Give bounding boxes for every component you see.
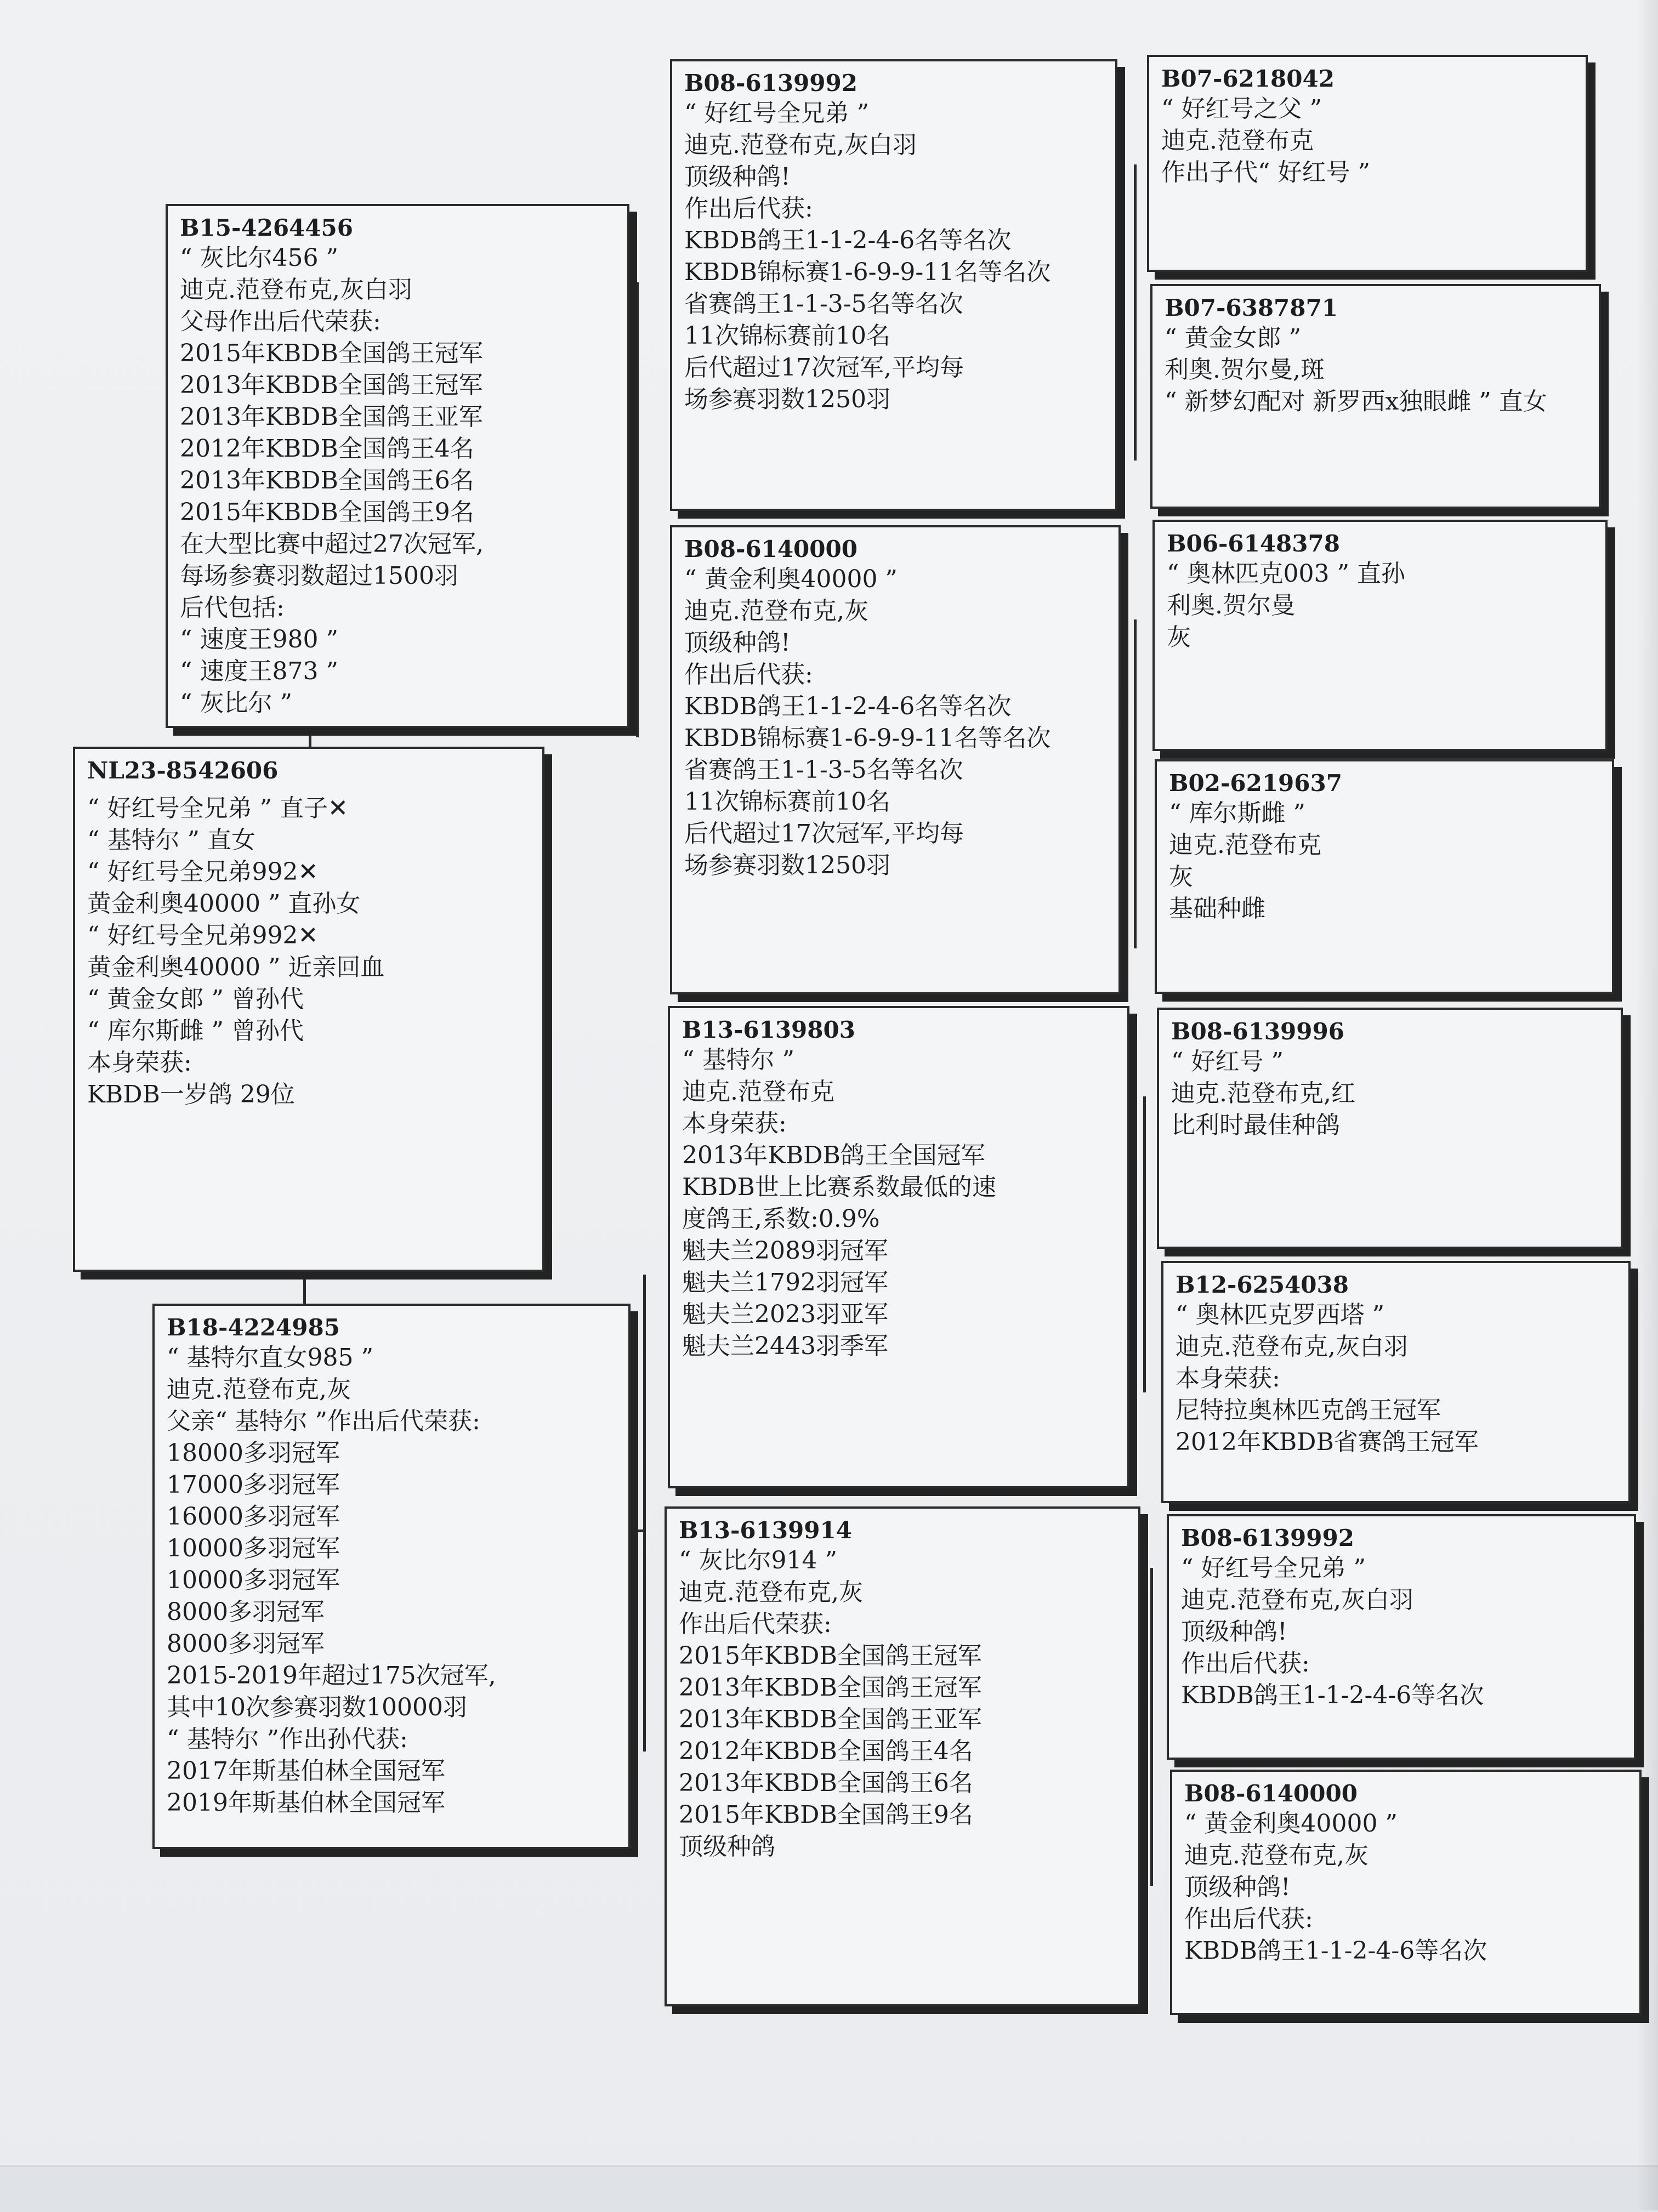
subject-line: “ 库尔斯雌 ” 曾孙代 <box>87 1017 304 1045</box>
great-grandparent-line: 作出后代获: <box>1184 1905 1313 1933</box>
great-grandparent-ring-number: B08-6140000 <box>1184 1780 1358 1807</box>
subject-line: “ 黄金女郎 ” 曾孙代 <box>87 985 304 1013</box>
sire-card <box>166 204 629 728</box>
great-grandparent-line: “ 好红号之父 ” <box>1161 95 1322 123</box>
grandparent-line: KBDB鸽王1-1-2-4-6名等名次 <box>684 226 1012 254</box>
great-grandparent-ring-number: B12-6254038 <box>1176 1271 1349 1298</box>
great-grandparent-line: “ 奥林匹克003 ” 直孙 <box>1167 560 1405 588</box>
dam-line: 2015-2019年超过175次冠军, <box>167 1662 496 1690</box>
dam-line: 16000多羽冠军 <box>167 1503 340 1531</box>
connector-dam-stub <box>631 1529 646 1532</box>
sire-line: 迪克.范登布克,灰白羽 <box>180 276 412 304</box>
grandparent-line: 顶级种鸽 <box>679 1833 775 1861</box>
grandparent-line: 省赛鸽王1-1-3-5名等名次 <box>684 290 963 318</box>
connector-gp1-bracket <box>1134 164 1137 460</box>
dam-line: 父亲“ 基特尔 ”作出后代荣获: <box>167 1407 480 1435</box>
dam-line: “ 基特尔 ”作出孙代获: <box>167 1725 408 1753</box>
great-grandparent-line: 基础种雌 <box>1169 895 1265 923</box>
great-grandparent-card-2 <box>1150 284 1601 509</box>
connector-sire-stub <box>629 507 639 510</box>
great-grandparent-ring-number: B02-6219637 <box>1169 770 1342 797</box>
grandparent-line: 2013年KBDB全国鸽王6名 <box>679 1769 973 1797</box>
great-grandparent-line: 迪克.范登布克 <box>1169 831 1321 859</box>
great-grandparent-card-7 <box>1167 1514 1636 1760</box>
grandparent-line: 魁夫兰1792羽冠军 <box>682 1269 888 1297</box>
great-grandparent-line: 尼特拉奥林匹克鸽王冠军 <box>1176 1396 1441 1424</box>
subject-line: 本身荣获: <box>87 1049 192 1077</box>
grandparent-line: 迪克.范登布克,灰 <box>684 597 868 625</box>
grandparent-line: 2013年KBDB全国鸽王冠军 <box>679 1674 982 1702</box>
grandparent-line: KBDB世上比赛系数最低的速 <box>682 1173 996 1201</box>
dam-line: 迪克.范登布克,灰 <box>167 1375 351 1403</box>
dam-line: “ 基特尔直女985 ” <box>167 1344 373 1372</box>
subject-line: 黄金利奥40000 ” 直孙女 <box>87 890 361 918</box>
grandparent-line: KBDB锦标赛1-6-9-9-11名等名次 <box>684 724 1051 752</box>
grandparent-line: 后代超过17次冠军,平均每 <box>684 354 964 382</box>
great-grandparent-line: “ 新梦幻配对 新罗西x独眼雌 ” 直女 <box>1165 388 1547 416</box>
great-grandparent-ring-number: B07-6387871 <box>1165 294 1338 321</box>
dam-line: 8000多羽冠军 <box>167 1598 325 1626</box>
great-grandparent-line: 迪克.范登布克,红 <box>1171 1079 1355 1107</box>
dam-line: 10000多羽冠军 <box>167 1566 340 1594</box>
great-grandparent-line: 迪克.范登布克,灰白羽 <box>1181 1586 1413 1614</box>
grandparent-line: 作出后代获: <box>684 661 813 689</box>
grandparent-line: 作出后代荣获: <box>679 1610 832 1638</box>
great-grandparent-ring-number: B07-6218042 <box>1161 65 1335 92</box>
sire-line: “ 速度王980 ” <box>180 625 338 653</box>
grandparent-line: 迪克.范登布克,灰白羽 <box>684 131 917 159</box>
grandparent-line: 2013年KBDB全国鸽王亚军 <box>679 1705 982 1733</box>
dam-ring-number: B18-4224985 <box>167 1314 340 1341</box>
great-grandparent-card-5 <box>1157 1008 1623 1249</box>
great-grandparent-card-8 <box>1170 1770 1642 2015</box>
great-grandparent-line: KBDB鸽王1-1-2-4-6等名次 <box>1181 1681 1484 1709</box>
grandparent-line: KBDB鸽王1-1-2-4-6名等名次 <box>684 692 1012 720</box>
great-grandparent-line: 灰 <box>1169 863 1193 891</box>
sire-line: “ 灰比尔 ” <box>180 689 292 717</box>
subject-card <box>73 747 544 1272</box>
dam-line: 2017年斯基伯林全国冠军 <box>167 1757 445 1785</box>
grandparent-line: 作出后代获: <box>684 195 813 223</box>
grandparent-line: 顶级种鸽! <box>684 629 791 657</box>
great-grandparent-line: 顶级种鸽! <box>1184 1873 1291 1901</box>
great-grandparent-card-4 <box>1155 759 1614 994</box>
dam-line: 18000多羽冠军 <box>167 1439 340 1467</box>
great-grandparent-ring-number: B08-6139992 <box>1181 1525 1354 1551</box>
grandparent-line: 2012年KBDB全国鸽王4名 <box>679 1737 973 1765</box>
great-grandparent-line: 顶级种鸽! <box>1181 1618 1287 1646</box>
sire-line: “ 速度王873 ” <box>180 657 338 685</box>
connector-gp4-bracket <box>1150 1568 1153 1886</box>
grandparent-line: 迪克.范登布克,灰 <box>679 1578 863 1606</box>
grandparent-card-3 <box>668 1006 1129 1488</box>
great-grandparent-line: 利奥.贺尔曼 <box>1167 592 1295 619</box>
sire-ring-number: B15-4264456 <box>180 214 353 241</box>
great-grandparent-line: KBDB鸽王1-1-2-4-6等名次 <box>1184 1937 1487 1965</box>
great-grandparent-line: 灰 <box>1167 623 1191 651</box>
subject-line: 黄金利奥40000 ” 近亲回血 <box>87 953 385 981</box>
sire-line: 2012年KBDB全国鸽王4名 <box>180 435 474 463</box>
subject-line: “ 好红号全兄弟992✕ <box>87 922 319 949</box>
connector-gp2-bracket <box>1134 619 1137 948</box>
grandparent-line: 2013年KBDB鸽王全国冠军 <box>682 1141 985 1169</box>
grandparent-line: 魁夫兰2023羽亚军 <box>682 1300 888 1328</box>
sire-line: 2013年KBDB全国鸽王冠军 <box>180 371 483 399</box>
grandparent-line: 场参赛羽数1250羽 <box>684 851 890 879</box>
great-grandparent-line: 迪克.范登布克,灰 <box>1184 1841 1369 1869</box>
grandparent-line: “ 基特尔 ” <box>682 1046 794 1074</box>
grandparent-line: 省赛鸽王1-1-3-5名等名次 <box>684 756 963 784</box>
sire-line: 后代包括: <box>180 594 285 622</box>
grandparent-line: “ 灰比尔914 ” <box>679 1546 837 1574</box>
paper-edge <box>0 2165 1658 2212</box>
dam-line: 17000多羽冠军 <box>167 1471 340 1499</box>
grandparent-line: 度鸽王,系数:0.9% <box>682 1205 880 1233</box>
dam-line: 2019年斯基伯林全国冠军 <box>167 1789 445 1817</box>
grandparent-line: 魁夫兰2443羽季军 <box>682 1332 888 1360</box>
dam-line: 8000多羽冠军 <box>167 1630 325 1658</box>
sire-line: 2015年KBDB全国鸽王冠军 <box>180 339 483 367</box>
great-grandparent-line: “ 好红号全兄弟 ” <box>1181 1554 1366 1582</box>
subject-line: “ 基特尔 ” 直女 <box>87 826 255 854</box>
subject-line: “ 好红号全兄弟 ” 直子✕ <box>87 794 348 822</box>
grandparent-line: KBDB锦标赛1-6-9-9-11名等名次 <box>684 258 1051 286</box>
great-grandparent-line: “ 奥林匹克罗西塔 ” <box>1176 1301 1384 1329</box>
dam-line: 10000多羽冠军 <box>167 1534 340 1562</box>
grandparent-line: 顶级种鸽! <box>684 163 791 191</box>
great-grandparent-card-6 <box>1161 1261 1631 1503</box>
connector-subject-dam <box>303 1272 306 1304</box>
sire-line: 2013年KBDB全国鸽王6名 <box>180 467 474 494</box>
grandparent-card-4 <box>665 1506 1140 2006</box>
grandparent-line: 后代超过17次冠军,平均每 <box>684 820 964 848</box>
great-grandparent-ring-number: B06-6148378 <box>1167 530 1340 557</box>
grandparent-line: 魁夫兰2089羽冠军 <box>682 1237 888 1265</box>
subject-line: KBDB一岁鸽 29位 <box>87 1081 295 1108</box>
grandparent-ring-number: B08-6139992 <box>684 70 858 96</box>
sire-line: “ 灰比尔456 ” <box>180 244 338 272</box>
great-grandparent-line: “ 好红号 ” <box>1171 1048 1284 1076</box>
connector-sire-bracket <box>636 282 639 737</box>
sire-line: 2015年KBDB全国鸽王9名 <box>180 498 474 526</box>
grandparent-line: 11次锦标赛前10名 <box>684 788 890 816</box>
great-grandparent-line: 比利时最佳种鸽 <box>1171 1111 1340 1139</box>
grandparent-ring-number: B08-6140000 <box>684 536 858 562</box>
great-grandparent-line: 利奥.贺尔曼,斑 <box>1165 356 1325 384</box>
grandparent-line: 迪克.范登布克 <box>682 1078 834 1106</box>
great-grandparent-card-3 <box>1152 520 1608 751</box>
grandparent-line: 场参赛羽数1250羽 <box>684 385 890 413</box>
sire-line: 2013年KBDB全国鸽王亚军 <box>180 403 483 431</box>
great-grandparent-line: “ 黄金女郎 ” <box>1165 324 1301 352</box>
great-grandparent-line: 迪克.范登布克,灰白羽 <box>1176 1333 1408 1361</box>
great-grandparent-ring-number: B08-6139996 <box>1171 1018 1344 1045</box>
grandparent-line: 2015年KBDB全国鸽王冠军 <box>679 1642 982 1670</box>
subject-line: “ 好红号全兄弟992✕ <box>87 858 319 886</box>
grandparent-line: “ 好红号全兄弟 ” <box>684 99 869 127</box>
great-grandparent-line: “ 库尔斯雌 ” <box>1169 799 1305 827</box>
sire-line: 在大型比赛中超过27次冠军, <box>180 530 484 558</box>
grandparent-card-2 <box>670 525 1121 994</box>
dam-line: 其中10次参赛羽数10000羽 <box>167 1693 467 1721</box>
dam-card <box>152 1304 631 1849</box>
great-grandparent-line: 迪克.范登布克 <box>1161 127 1314 155</box>
grandparent-card-1 <box>670 59 1117 511</box>
grandparent-line: 2015年KBDB全国鸽王9名 <box>679 1801 973 1829</box>
sire-line: 父母作出后代荣获: <box>180 308 381 336</box>
grandparent-ring-number: B13-6139803 <box>682 1016 855 1043</box>
great-grandparent-line: 本身荣获: <box>1176 1364 1280 1392</box>
grandparent-line: 本身荣获: <box>682 1110 787 1138</box>
connector-gp3-bracket <box>1143 1096 1146 1392</box>
connector-dam-bracket <box>643 1275 646 1752</box>
great-grandparent-line: 2012年KBDB省赛鸽王冠军 <box>1176 1428 1479 1456</box>
great-grandparent-card-1 <box>1147 55 1588 272</box>
great-grandparent-line: 作出后代获: <box>1181 1650 1310 1678</box>
sire-line: 每场参赛羽数超过1500羽 <box>180 562 458 590</box>
great-grandparent-line: “ 黄金利奥40000 ” <box>1184 1810 1398 1838</box>
grandparent-ring-number: B13-6139914 <box>679 1517 852 1544</box>
great-grandparent-line: 作出子代“ 好红号 ” <box>1161 158 1370 186</box>
grandparent-line: “ 黄金利奥40000 ” <box>684 565 898 593</box>
grandparent-line: 11次锦标赛前10名 <box>684 322 890 350</box>
spacer <box>87 785 530 793</box>
subject-ring-number: NL23-8542606 <box>87 757 279 784</box>
